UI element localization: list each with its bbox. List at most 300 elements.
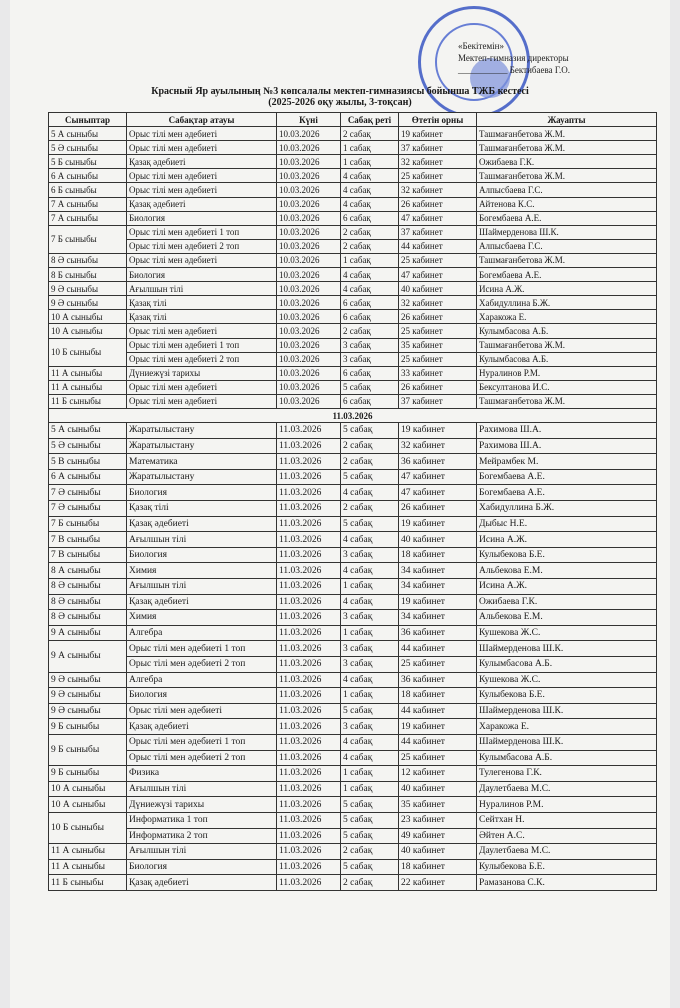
cell-lesson: 3 сабақ [341,547,399,563]
cell-subj: Биология [127,688,277,704]
cell-teacher: Алпысбаева Г.С. [477,183,657,197]
cell-subj: Қазақ әдебиеті [127,719,277,735]
cell-date: 11.03.2026 [277,719,341,735]
cell-room: 25 кабинет [399,324,477,338]
cell-date: 11.03.2026 [277,828,341,844]
cell-room: 37 кабинет [399,394,477,408]
cell-cls: 9 А сыныбы [49,641,127,672]
cell-cls: 5 А сыныбы [49,423,127,439]
cell-teacher: Кулыбекова Б.Е. [477,688,657,704]
cell-teacher: Сейтхан Н. [477,812,657,828]
date-separator [49,408,657,422]
cell-date: 10.03.2026 [277,324,341,338]
approval-block [458,40,570,76]
cell-room: 18 кабинет [399,688,477,704]
cell-lesson: 4 сабақ [341,532,399,548]
cell-subj: Орыс тілі мен әдебиеті [127,183,277,197]
cell-teacher: Даулетбаева М.С. [477,844,657,860]
cell-lesson: 4 сабақ [341,734,399,750]
cell-subj: Информатика 1 топ [127,812,277,828]
cell-date: 11.03.2026 [277,469,341,485]
cell-lesson: 1 сабақ [341,625,399,641]
cell-teacher: Ташмағанбетова Ж.М. [477,394,657,408]
cell-date: 11.03.2026 [277,594,341,610]
cell-room: 44 кабинет [399,703,477,719]
cell-cls: 5 Б сыныбы [49,155,127,169]
cell-teacher: Рахимова Ш.А. [477,423,657,439]
cell-date: 11.03.2026 [277,750,341,766]
cell-lesson: 2 сабақ [341,844,399,860]
table-row [49,282,657,296]
table-row [49,225,657,239]
table-row [49,734,657,750]
cell-cls: 11 А сыныбы [49,380,127,394]
cell-cls: 10 Б сыныбы [49,338,127,366]
cell-lesson: 6 сабақ [341,366,399,380]
cell-teacher: Тулегенова Г.К. [477,766,657,782]
cell-subj: Орыс тілі мен әдебиеті 2 топ [127,656,277,672]
table-row [49,183,657,197]
cell-lesson: 3 сабақ [341,610,399,626]
table-row [49,253,657,267]
cell-cls: 10 А сыныбы [49,310,127,324]
cell-subj: Алгебра [127,672,277,688]
cell-room: 23 кабинет [399,812,477,828]
cell-cls: 8 Ә сыныбы [49,253,127,267]
cell-date: 11.03.2026 [277,797,341,813]
cell-date: 11.03.2026 [277,641,341,657]
cell-room: 37 кабинет [399,141,477,155]
cell-subj: Алгебра [127,625,277,641]
cell-cls: 9 Ә сыныбы [49,703,127,719]
cell-cls: 10 А сыныбы [49,781,127,797]
cell-teacher: Хабидуллина Б.Ж. [477,296,657,310]
cell-room: 19 кабинет [399,594,477,610]
cell-lesson: 3 сабақ [341,641,399,657]
cell-teacher: Ожибаева Г.К. [477,594,657,610]
cell-date: 10.03.2026 [277,352,341,366]
cell-cls: 8 Ә сыныбы [49,594,127,610]
cell-subj: Ағылшын тілі [127,579,277,595]
table-row [49,394,657,408]
approval-line: «Бекітемін» [458,41,504,51]
cell-subj: Биология [127,547,277,563]
table-row [49,469,657,485]
cell-cls: 5 Ә сыныбы [49,438,127,454]
cell-date: 11.03.2026 [277,516,341,532]
cell-room: 22 кабинет [399,875,477,891]
cell-teacher: Ташмағанбетова Ж.М. [477,338,657,352]
cell-lesson: 2 сабақ [341,225,399,239]
cell-room: 26 кабинет [399,501,477,517]
table-row [49,532,657,548]
cell-cls: 7 А сыныбы [49,197,127,211]
cell-lesson: 4 сабақ [341,183,399,197]
cell-room: 25 кабинет [399,169,477,183]
cell-lesson: 5 сабақ [341,703,399,719]
cell-lesson: 2 сабақ [341,501,399,517]
cell-date: 11.03.2026 [277,688,341,704]
cell-lesson: 6 сабақ [341,296,399,310]
cell-teacher: Ташмағанбетова Ж.М. [477,169,657,183]
cell-room: 47 кабинет [399,268,477,282]
table-row [49,750,657,766]
cell-subj: Қазақ әдебиеті [127,875,277,891]
cell-room: 12 кабинет [399,766,477,782]
cell-subj: Қазақ тілі [127,310,277,324]
cell-room: 25 кабинет [399,352,477,366]
cell-subj: Ағылшын тілі [127,282,277,296]
cell-date: 11.03.2026 [277,610,341,626]
table-row [49,625,657,641]
cell-teacher: Кулымбасова А.Б. [477,750,657,766]
cell-lesson: 4 сабақ [341,169,399,183]
cell-lesson: 4 сабақ [341,197,399,211]
cell-date: 10.03.2026 [277,380,341,394]
cell-room: 49 кабинет [399,828,477,844]
cell-cls: 6 А сыныбы [49,169,127,183]
cell-lesson: 3 сабақ [341,719,399,735]
table-row [49,641,657,657]
cell-room: 44 кабинет [399,239,477,253]
cell-date: 11.03.2026 [277,703,341,719]
cell-subj: Орыс тілі мен әдебиеті [127,141,277,155]
table-row [49,828,657,844]
table-row [49,366,657,380]
cell-lesson: 1 сабақ [341,781,399,797]
cell-date: 11.03.2026 [277,875,341,891]
cell-cls: 11 А сыныбы [49,859,127,875]
cell-room: 25 кабинет [399,750,477,766]
cell-lesson: 4 сабақ [341,268,399,282]
cell-cls: 5 В сыныбы [49,454,127,470]
table-row [49,579,657,595]
cell-cls: 9 Б сыныбы [49,719,127,735]
cell-date: 10.03.2026 [277,211,341,225]
cell-cls: 9 Ә сыныбы [49,296,127,310]
cell-date: 11.03.2026 [277,563,341,579]
cell-subj: Информатика 2 топ [127,828,277,844]
col-header: Өтетін орны [399,113,477,127]
cell-teacher: Харакожа Е. [477,310,657,324]
cell-date: 10.03.2026 [277,169,341,183]
col-header: Сабақтар атауы [127,113,277,127]
table-row [49,239,657,253]
table-row [49,127,657,141]
cell-cls: 8 Ә сыныбы [49,579,127,595]
cell-lesson: 4 сабақ [341,594,399,610]
cell-cls: 7 А сыныбы [49,211,127,225]
cell-subj: Орыс тілі мен әдебиеті [127,127,277,141]
cell-teacher: Кулыбекова Б.Е. [477,859,657,875]
cell-teacher: Мейрамбек М. [477,454,657,470]
cell-teacher: Рамазанова С.К. [477,875,657,891]
cell-teacher: Богембаева А.Е. [477,211,657,225]
schedule-table [48,112,657,891]
table-row [49,169,657,183]
cell-lesson: 2 сабақ [341,454,399,470]
cell-teacher: Кушекова Ж.С. [477,672,657,688]
cell-date: 11.03.2026 [277,438,341,454]
cell-subj: Жаратылыстану [127,469,277,485]
cell-subj: Орыс тілі мен әдебиеті 1 топ [127,225,277,239]
cell-cls: 9 Ә сыныбы [49,688,127,704]
cell-room: 32 кабинет [399,155,477,169]
cell-lesson: 5 сабақ [341,380,399,394]
table-row [49,155,657,169]
table-row [49,268,657,282]
cell-room: 44 кабинет [399,641,477,657]
table-row [49,563,657,579]
table-row [49,672,657,688]
table-row [49,310,657,324]
cell-cls: 7 В сыныбы [49,547,127,563]
cell-room: 40 кабинет [399,532,477,548]
cell-room: 36 кабинет [399,625,477,641]
cell-subj: Биология [127,211,277,225]
cell-cls: 11 А сыныбы [49,366,127,380]
table-row [49,844,657,860]
cell-subj: Ағылшын тілі [127,781,277,797]
cell-subj: Орыс тілі мен әдебиеті 2 топ [127,352,277,366]
cell-teacher: Кулымбасова А.Б. [477,324,657,338]
cell-subj: Орыс тілі мен әдебиеті 1 топ [127,734,277,750]
cell-date: 11.03.2026 [277,859,341,875]
approval-line: ___________ Бектибаева Г.О. [458,65,571,75]
cell-cls: 11 Б сыныбы [49,875,127,891]
cell-room: 19 кабинет [399,423,477,439]
cell-cls: 10 А сыныбы [49,324,127,338]
cell-teacher: Шаймерденова Ш.К. [477,225,657,239]
cell-room: 47 кабинет [399,211,477,225]
cell-room: 36 кабинет [399,672,477,688]
cell-teacher: Нуралинов Р.М. [477,797,657,813]
cell-cls: 7 Ә сыныбы [49,501,127,517]
cell-room: 32 кабинет [399,438,477,454]
table-row [49,438,657,454]
cell-lesson: 4 сабақ [341,563,399,579]
cell-subj: Биология [127,859,277,875]
cell-subj: Қазақ әдебиеті [127,197,277,211]
header-row [49,113,657,127]
cell-date: 11.03.2026 [277,656,341,672]
cell-lesson: 5 сабақ [341,828,399,844]
cell-lesson: 3 сабақ [341,352,399,366]
table-row [49,423,657,439]
cell-lesson: 1 сабақ [341,141,399,155]
cell-subj: Қазақ тілі [127,501,277,517]
table-row [49,547,657,563]
cell-teacher: Кушекова Ж.С. [477,625,657,641]
cell-cls: 7 Б сыныбы [49,516,127,532]
cell-room: 34 кабинет [399,610,477,626]
cell-date: 11.03.2026 [277,423,341,439]
cell-lesson: 2 сабақ [341,438,399,454]
cell-lesson: 1 сабақ [341,766,399,782]
cell-subj: Жаратылыстану [127,423,277,439]
cell-subj: Қазақ әдебиеті [127,155,277,169]
cell-date: 11.03.2026 [277,579,341,595]
cell-room: 18 кабинет [399,547,477,563]
cell-teacher: Бексултанова И.С. [477,380,657,394]
cell-cls: 6 Б сыныбы [49,183,127,197]
document-header [110,86,570,108]
table-row [49,324,657,338]
schedule-day-2 [49,423,657,891]
table-row [49,454,657,470]
cell-teacher: Богембаева А.Е. [477,268,657,282]
cell-cls: 9 Ә сыныбы [49,672,127,688]
table-row [49,781,657,797]
cell-lesson: 1 сабақ [341,155,399,169]
cell-date: 10.03.2026 [277,183,341,197]
cell-date: 11.03.2026 [277,625,341,641]
cell-date: 10.03.2026 [277,366,341,380]
cell-date: 10.03.2026 [277,268,341,282]
table-row [49,594,657,610]
cell-lesson: 5 сабақ [341,516,399,532]
cell-date: 11.03.2026 [277,501,341,517]
cell-subj: Орыс тілі мен әдебиеті [127,394,277,408]
cell-room: 26 кабинет [399,380,477,394]
cell-lesson: 4 сабақ [341,282,399,296]
cell-date: 10.03.2026 [277,127,341,141]
approval-line: Мектеп-гимназия директоры [458,53,569,63]
cell-subj: Орыс тілі мен әдебиеті [127,380,277,394]
cell-teacher: Исина А.Ж. [477,579,657,595]
cell-room: 34 кабинет [399,579,477,595]
table-row [49,352,657,366]
cell-subj: Химия [127,563,277,579]
cell-lesson: 5 сабақ [341,423,399,439]
cell-subj: Ағылшын тілі [127,532,277,548]
cell-lesson: 5 сабақ [341,469,399,485]
cell-lesson: 6 сабақ [341,310,399,324]
cell-room: 19 кабинет [399,516,477,532]
cell-date: 11.03.2026 [277,812,341,828]
table-row [49,766,657,782]
cell-teacher: Шаймерденова Ш.К. [477,641,657,657]
cell-lesson: 4 сабақ [341,485,399,501]
table-row [49,688,657,704]
cell-cls: 8 Ә сыныбы [49,610,127,626]
cell-teacher: Ташмағанбетова Ж.М. [477,127,657,141]
cell-cls: 8 Б сыныбы [49,268,127,282]
cell-subj: Қазақ әдебиеті [127,594,277,610]
cell-teacher: Кулымбасова А.Б. [477,656,657,672]
cell-teacher: Дыбыс Н.Е. [477,516,657,532]
cell-room: 47 кабинет [399,485,477,501]
cell-date: 10.03.2026 [277,155,341,169]
cell-teacher: Альбекова Е.М. [477,610,657,626]
cell-teacher: Ожибаева Г.К. [477,155,657,169]
cell-room: 19 кабинет [399,127,477,141]
cell-subj: Жаратылыстану [127,438,277,454]
cell-date: 10.03.2026 [277,394,341,408]
cell-room: 40 кабинет [399,844,477,860]
cell-cls: 9 А сыныбы [49,625,127,641]
col-header: Сыныптар [49,113,127,127]
cell-cls: 11 Б сыныбы [49,394,127,408]
cell-cls: 9 Ә сыныбы [49,282,127,296]
cell-lesson: 6 сабақ [341,211,399,225]
cell-teacher: Шаймерденова Ш.К. [477,703,657,719]
cell-room: 18 кабинет [399,859,477,875]
cell-subj: Дүниежүзі тарихы [127,797,277,813]
cell-teacher: Рахимова Ш.А. [477,438,657,454]
cell-date: 11.03.2026 [277,766,341,782]
cell-subj: Химия [127,610,277,626]
cell-cls: 11 А сыныбы [49,844,127,860]
cell-subj: Дүниежүзі тарихы [127,366,277,380]
cell-room: 32 кабинет [399,296,477,310]
cell-subj: Биология [127,268,277,282]
cell-teacher: Альбекова Е.М. [477,563,657,579]
cell-date: 10.03.2026 [277,253,341,267]
cell-date: 11.03.2026 [277,844,341,860]
cell-subj: Орыс тілі мен әдебиеті 1 топ [127,641,277,657]
cell-lesson: 1 сабақ [341,688,399,704]
cell-teacher: Кулымбасова А.Б. [477,352,657,366]
cell-cls: 6 А сыныбы [49,469,127,485]
cell-teacher: Хабидуллина Б.Ж. [477,501,657,517]
cell-cls: 10 А сыныбы [49,797,127,813]
table-row [49,141,657,155]
cell-room: 40 кабинет [399,282,477,296]
cell-subj: Қазақ тілі [127,296,277,310]
cell-room: 36 кабинет [399,454,477,470]
table-row [49,719,657,735]
cell-room: 19 кабинет [399,719,477,735]
cell-teacher: Богембаева А.Е. [477,469,657,485]
cell-cls: 10 Б сыныбы [49,812,127,843]
document-subtitle: (2025-2026 оқу жылы, 3-тоқсан) [268,97,412,108]
cell-lesson: 3 сабақ [341,656,399,672]
cell-teacher: Богембаева А.Е. [477,485,657,501]
cell-lesson: 2 сабақ [341,875,399,891]
cell-teacher: Әйтен А.С. [477,828,657,844]
col-header: Жауапты [477,113,657,127]
cell-date: 10.03.2026 [277,197,341,211]
cell-lesson: 1 сабақ [341,579,399,595]
cell-room: 33 кабинет [399,366,477,380]
cell-lesson: 5 сабақ [341,812,399,828]
cell-lesson: 2 сабақ [341,239,399,253]
cell-lesson: 5 сабақ [341,797,399,813]
cell-lesson: 6 сабақ [341,394,399,408]
cell-subj: Математика [127,454,277,470]
cell-teacher: Ташмағанбетова Ж.М. [477,253,657,267]
cell-cls: 7 Ә сыныбы [49,485,127,501]
cell-subj: Орыс тілі мен әдебиеті [127,169,277,183]
table-row [49,610,657,626]
cell-cls: 7 Б сыныбы [49,225,127,253]
cell-date: 10.03.2026 [277,338,341,352]
cell-cls: 5 Ә сыныбы [49,141,127,155]
cell-date: 10.03.2026 [277,141,341,155]
cell-date: 10.03.2026 [277,225,341,239]
cell-lesson: 4 сабақ [341,672,399,688]
table-row [49,380,657,394]
date-heading: 11.03.2026 [49,408,657,422]
table-row [49,656,657,672]
cell-room: 25 кабинет [399,253,477,267]
table-row [49,211,657,225]
table-row [49,485,657,501]
schedule-day-1 [49,127,657,409]
cell-date: 11.03.2026 [277,734,341,750]
cell-teacher: Исина А.Ж. [477,532,657,548]
